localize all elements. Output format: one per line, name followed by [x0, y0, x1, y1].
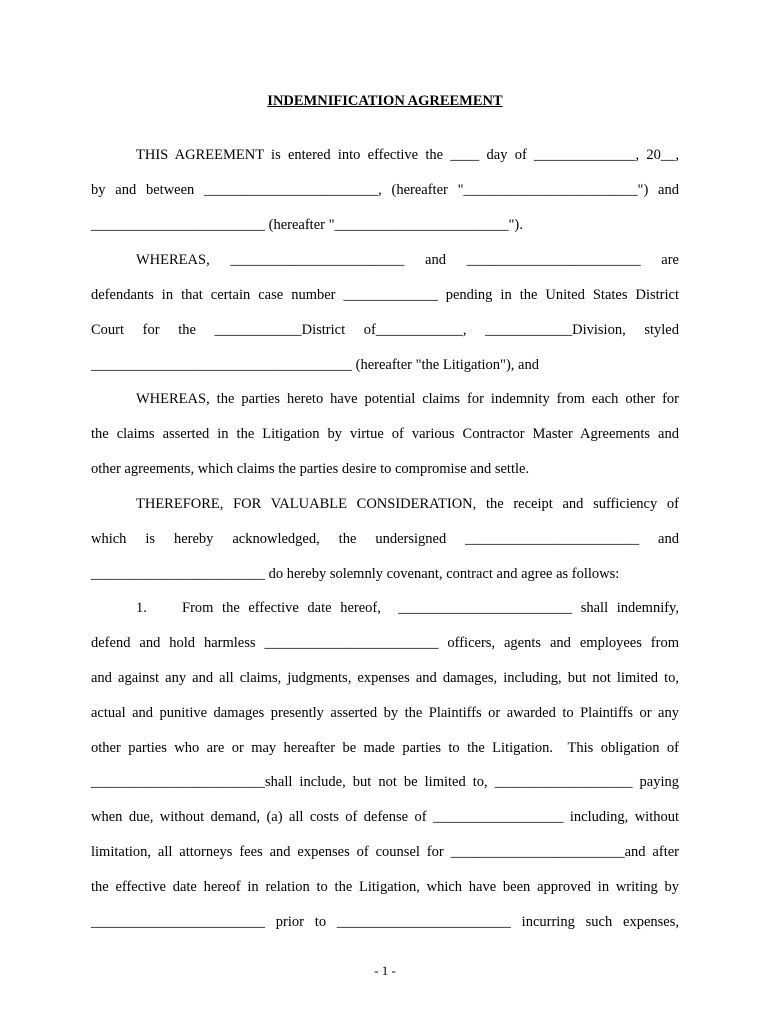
paragraph-line: other agreements, which claims the parties desire to compromise and settle.: [91, 461, 530, 477]
paragraph-line: the effective date hereof in relation to the Litigation, which have been approved in writing by: [91, 879, 679, 895]
paragraph-line: and against any and all claims, judgments, expenses and damages, including, but not limited to,: [91, 670, 679, 686]
paragraph-line: by and between ________________________, (hereafter "________________________") and: [91, 182, 679, 198]
paragraph-line: WHEREAS, the parties hereto have potential claims for indemnity from each other for: [136, 391, 679, 407]
paragraph-line: ____________________________________ (hereafter "the Litigation"), and: [91, 357, 539, 373]
paragraph-line: THIS AGREEMENT is entered into effective the ____ day of ______________, 20__,: [136, 147, 679, 163]
paragraph-line: defend and hold harmless ________________________ officers, agents and employees from: [91, 635, 679, 651]
numbered-item-first-line: [91, 599, 679, 617]
paragraph-line: which is hereby acknowledged, the undersigned ________________________ and: [91, 531, 679, 547]
paragraph-line: actual and punitive damages presently asserted by the Plaintiffs or awarded to Plaintiffs or any: [91, 705, 679, 721]
paragraph-line: WHEREAS, ________________________ and ________________________ are: [136, 252, 679, 268]
paragraph-line: the claims asserted in the Litigation by virtue of various Contractor Master Agreements and: [91, 426, 679, 442]
paragraph-line: From the effective date hereof, ________________________ shall indemnify,: [182, 600, 679, 616]
paragraph-line: defendants in that certain case number _____________ pending in the United States District: [91, 287, 679, 303]
paragraph-line: THEREFORE, FOR VALUABLE CONSIDERATION, the receipt and sufficiency of: [136, 496, 679, 512]
paragraph-line: ________________________shall include, but not be limited to, ___________________ paying: [91, 774, 679, 790]
paragraph-line: ________________________ prior to ________________________ incurring such expenses,: [91, 914, 679, 930]
page-number: - 1 -: [374, 963, 396, 978]
paragraph-line: when due, without demand, (a) all costs of defense of __________________ including, without: [91, 809, 679, 825]
paragraph-line: ________________________ do hereby solemnly covenant, contract and agree as follows:: [91, 566, 620, 582]
paragraph-line: limitation, all attorneys fees and expenses of counsel for ________________________and after: [91, 844, 679, 860]
document-title: INDEMNIFICATION AGREEMENT: [267, 93, 503, 109]
paragraph-line: Court for the ____________District of____________, ____________Division, styled: [91, 322, 679, 338]
paragraph-line: ________________________ (hereafter "________________________").: [91, 217, 523, 233]
item-number: 1.: [136, 600, 147, 616]
paragraph-line: other parties who are or may hereafter be made parties to the Litigation. This obligation of: [91, 740, 679, 756]
